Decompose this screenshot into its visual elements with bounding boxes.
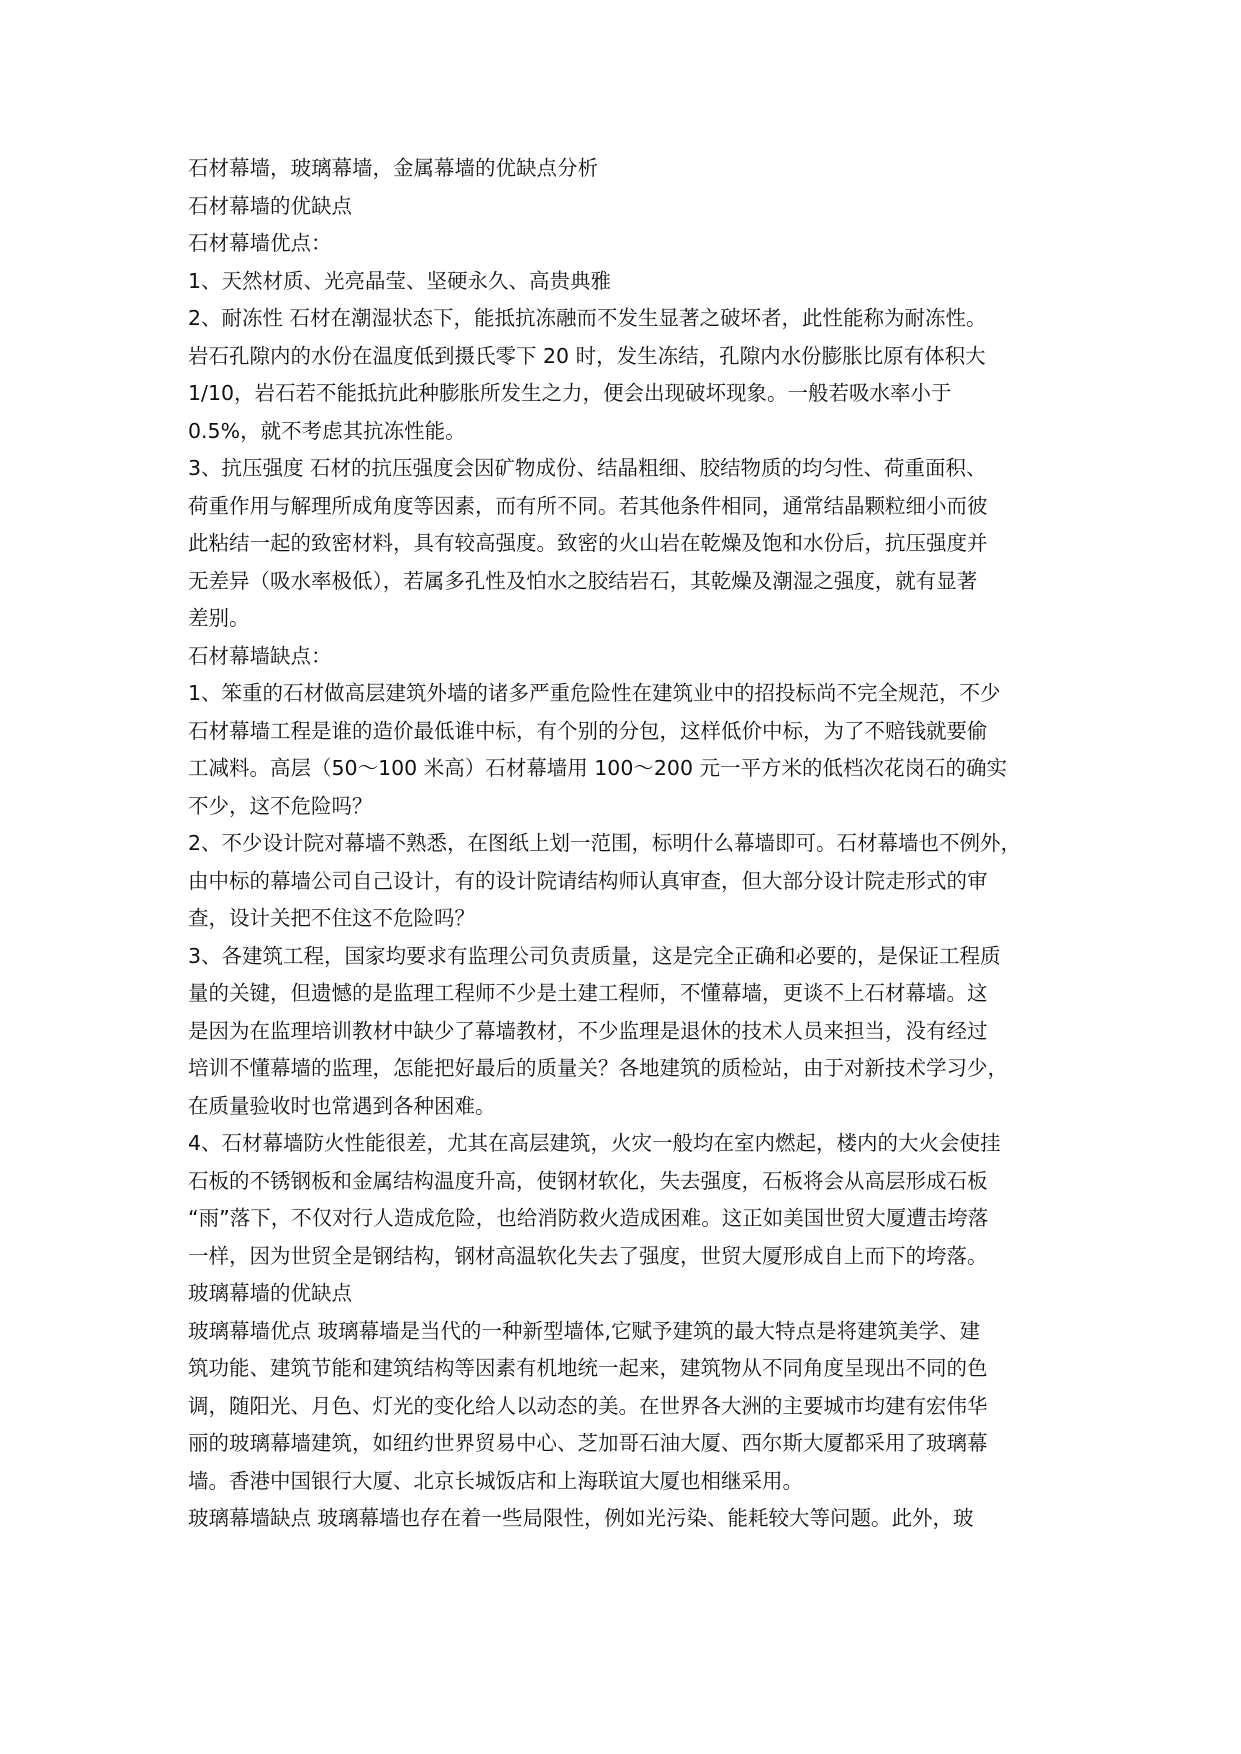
stone-cons-heading: 石材幕墙缺点： [188, 643, 332, 668]
glass-section-heading: 玻璃幕墙的优缺点 [188, 1281, 352, 1305]
stone-pros-line: 1/10，岩石若不能抵抗此种膨胀所发生之力，便会出现破坏现象。一般若吸水率小于 [188, 381, 952, 405]
stone-cons-line: 不少，这不危险吗？ [188, 793, 373, 818]
glass-line: 调，随阳光、月色、灯光的变化给人以动态的美。在世界各大洲的主要城市均建有宏伟华 [188, 1393, 988, 1418]
stone-cons-line: 在质量验收时也常遇到各种困难。 [188, 1093, 496, 1118]
stone-cons-line: 石板的不锈钢板和金属结构温度升高，使钢材软化，失去强度，石板将会从高层形成石板 [188, 1168, 988, 1193]
stone-cons-line: 1、笨重的石材做高层建筑外墙的诸多严重危险性在建筑业中的招投标尚不完全规范，不少 [188, 681, 1001, 705]
stone-pros-line: 2、耐冻性 石材在潮湿状态下，能抵抗冻融而不发生显著之破坏者，此性能称为耐冻性。 [188, 306, 987, 330]
stone-pros-heading: 石材幕墙优点： [188, 231, 332, 255]
stone-pros-line: 3、抗压强度 石材的抗压强度会因矿物成份、结晶粗细、胶结物质的均匀性、荷重面积、 [188, 456, 987, 480]
stone-cons-line: 石材幕墙工程是谁的造价最低谁中标，有个别的分包，这样低价中标，为了不赔钱就要偷 [188, 718, 988, 743]
stone-pros-line: 岩石孔隙内的水份在温度低到摄氏零下 20 时，发生冻结，孔隙内水份膨胀比原有体积大 [188, 343, 986, 368]
stone-cons-line: 2、不少设计院对幕墙不熟悉，在图纸上划一范围，标明什么幕墙即可。石材幕墙也不例外， [188, 831, 1022, 855]
stone-cons-line: 工减料。高层（50～100 米高）石材幕墙用 100～200 元一平方米的低档次花岗石的确实 [188, 756, 1008, 780]
document-body [188, 150, 1088, 1538]
stone-cons-line: 是因为在监理培训教材中缺少了幕墙教材，不少监理是退休的技术人员来担当，没有经过 [188, 1018, 988, 1043]
glass-line: 玻璃幕墙优点 玻璃幕墙是当代的一种新型墙体,它赋予建筑的最大特点是将建筑美学、建 [188, 1318, 981, 1343]
stone-pros-line: 荷重作用与解理所成角度等因素，而有所不同。若其他条件相同，通常结晶颗粒细小而彼 [188, 493, 988, 518]
stone-cons-line: 培训不懂幕墙的监理，怎能把好最后的质量关？各地建筑的质检站，由于对新技术学习少， [188, 1056, 1008, 1080]
glass-line: 玻璃幕墙缺点 玻璃幕墙也存在着一些局限性，例如光污染、能耗较大等问题。此外，玻 [188, 1506, 974, 1530]
stone-pros-line: 此粘结一起的致密材料，具有较高强度。致密的火山岩在乾燥及饱和水份后，抗压强度并 [188, 531, 988, 555]
glass-line: 丽的玻璃幕墙建筑，如纽约世界贸易中心、芝加哥石油大厦、西尔斯大厦都采用了玻璃幕 [188, 1431, 988, 1455]
stone-cons-line: 4、石材幕墙防火性能很差，尤其在高层建筑，火灾一般均在室内燃起，楼内的大火会使挂 [188, 1131, 1001, 1155]
stone-cons-line: 查，设计关把不住这不危险吗？ [188, 906, 475, 930]
stone-cons-line: “雨”落下，不仅对行人造成危险，也给消防救火造成困难。这正如美国世贸大厦遭击垮落 [188, 1206, 989, 1230]
stone-pros-line: 无差异（吸水率极低），若属多孔性及怕水之胶结岩石，其乾燥及潮湿之强度，就有显著 [188, 568, 978, 593]
stone-pros-line: 0.5%，就不考虑其抗冻性能。 [188, 418, 466, 443]
stone-pros-line: 差别。 [188, 606, 250, 630]
stone-cons-line: 3、各建筑工程，国家均要求有监理公司负责质量，这是完全正确和必要的，是保证工程质 [188, 943, 1001, 968]
glass-line: 墙。香港中国银行大厦、北京长城饭店和上海联谊大厦也相继采用。 [188, 1468, 803, 1493]
stone-pros-line: 1、天然材质、光亮晶莹、坚硬永久、高贵典雅 [188, 268, 612, 293]
document-title: 石材幕墙，玻璃幕墙，金属幕墙的优缺点分析 [188, 156, 598, 180]
stone-cons-line: 量的关键，但遗憾的是监理工程师不少是土建工程师，不懂幕墙，更谈不上石材幕墙。这 [188, 981, 988, 1005]
stone-cons-line: 一样，因为世贸全是钢结构，钢材高温软化失去了强度，世贸大厦形成自上而下的垮落。 [188, 1243, 988, 1268]
stone-section-heading: 石材幕墙的优缺点 [188, 193, 352, 218]
stone-cons-line: 由中标的幕墙公司自己设计，有的设计院请结构师认真审查，但大部分设计院走形式的审 [188, 868, 988, 893]
glass-line: 筑功能、建筑节能和建筑结构等因素有机地统一起来，建筑物从不同角度呈现出不同的色 [188, 1356, 988, 1380]
